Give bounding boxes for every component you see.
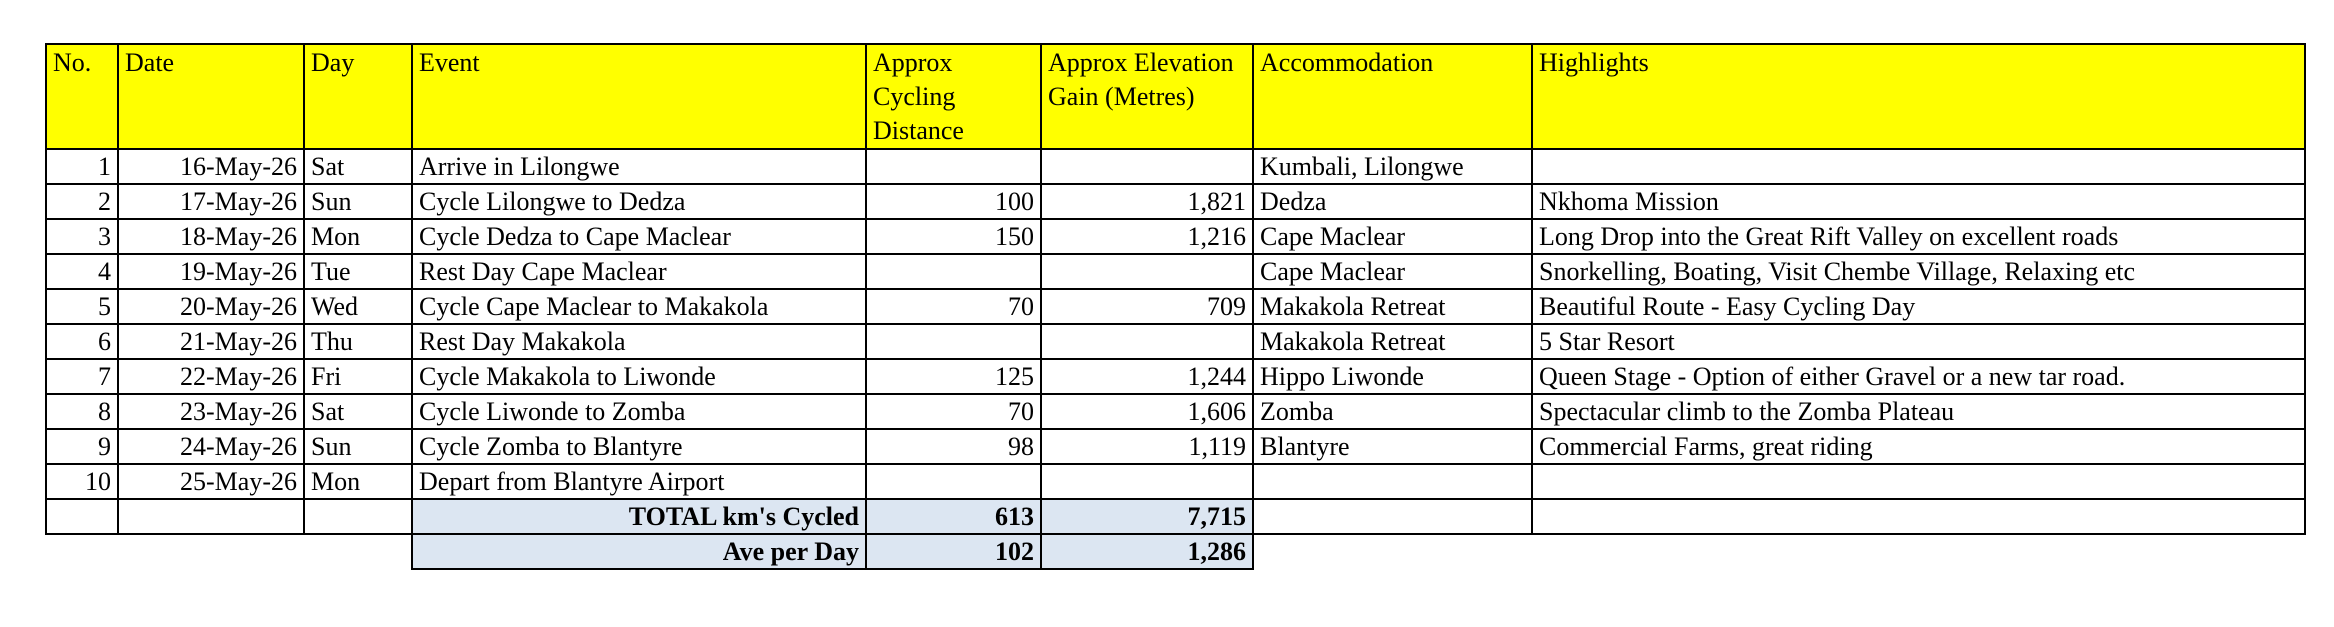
cell-event: Rest Day Cape Maclear — [412, 254, 866, 289]
cell-highlights: Nkhoma Mission — [1532, 184, 2305, 219]
table-row — [46, 149, 2305, 184]
cell-distance: 70 — [866, 394, 1041, 429]
cell-date: 23-May-26 — [118, 394, 304, 429]
cell-highlights — [1532, 464, 2305, 499]
table-row — [46, 429, 2305, 464]
header-accommodation: Accommodation — [1253, 44, 1532, 149]
cell-distance — [866, 464, 1041, 499]
cell-date: 22-May-26 — [118, 359, 304, 394]
cell-date: 18-May-26 — [118, 219, 304, 254]
cell-elevation — [1041, 324, 1253, 359]
total-elevation: 7,715 — [1041, 499, 1253, 534]
header-day: Day — [304, 44, 412, 149]
cell-day: Sun — [304, 184, 412, 219]
cell-distance: 125 — [866, 359, 1041, 394]
total-row — [46, 499, 2305, 534]
cell-event: Rest Day Makakola — [412, 324, 866, 359]
cell-no: 3 — [46, 219, 118, 254]
total-distance: 613 — [866, 499, 1041, 534]
average-distance: 102 — [866, 534, 1041, 569]
cell-day: Sat — [304, 394, 412, 429]
cell-event: Depart from Blantyre Airport — [412, 464, 866, 499]
cell-no: 8 — [46, 394, 118, 429]
table-row — [46, 394, 2305, 429]
blank-cell — [1253, 534, 2305, 569]
cell-accommodation: Makakola Retreat — [1253, 289, 1532, 324]
cell-distance — [866, 149, 1041, 184]
empty-cell — [46, 499, 118, 534]
cell-elevation — [1041, 464, 1253, 499]
cell-date: 16-May-26 — [118, 149, 304, 184]
cell-elevation: 1,606 — [1041, 394, 1253, 429]
table-row — [46, 324, 2305, 359]
cell-accommodation: Zomba — [1253, 394, 1532, 429]
empty-cell — [1253, 499, 1532, 534]
cell-no: 2 — [46, 184, 118, 219]
header-elevation: Approx Elevation Gain (Metres) — [1041, 44, 1253, 149]
cell-date: 17-May-26 — [118, 184, 304, 219]
cell-day: Wed — [304, 289, 412, 324]
cell-distance: 100 — [866, 184, 1041, 219]
cell-event: Cycle Liwonde to Zomba — [412, 394, 866, 429]
cell-no: 10 — [46, 464, 118, 499]
average-elevation: 1,286 — [1041, 534, 1253, 569]
cell-event: Cycle Makakola to Liwonde — [412, 359, 866, 394]
cell-no: 7 — [46, 359, 118, 394]
header-highlights: Highlights — [1532, 44, 2305, 149]
cell-accommodation — [1253, 464, 1532, 499]
cell-highlights: Beautiful Route - Easy Cycling Day — [1532, 289, 2305, 324]
cell-elevation: 1,244 — [1041, 359, 1253, 394]
cell-distance — [866, 324, 1041, 359]
table-row — [46, 254, 2305, 289]
cell-no: 4 — [46, 254, 118, 289]
blank-cell — [46, 534, 412, 569]
cell-accommodation: Dedza — [1253, 184, 1532, 219]
cell-highlights — [1532, 149, 2305, 184]
table-row — [46, 289, 2305, 324]
cell-highlights: Queen Stage - Option of either Gravel or a new tar road. — [1532, 359, 2305, 394]
cell-event: Cycle Zomba to Blantyre — [412, 429, 866, 464]
cell-day: Thu — [304, 324, 412, 359]
header-date: Date — [118, 44, 304, 149]
cell-distance — [866, 254, 1041, 289]
cell-elevation: 1,119 — [1041, 429, 1253, 464]
cell-accommodation: Hippo Liwonde — [1253, 359, 1532, 394]
cell-no: 9 — [46, 429, 118, 464]
cell-date: 19-May-26 — [118, 254, 304, 289]
cell-highlights: Spectacular climb to the Zomba Plateau — [1532, 394, 2305, 429]
cell-no: 1 — [46, 149, 118, 184]
itinerary-table — [45, 43, 2306, 570]
empty-cell — [1532, 499, 2305, 534]
cell-accommodation: Kumbali, Lilongwe — [1253, 149, 1532, 184]
empty-cell — [118, 499, 304, 534]
header-event: Event — [412, 44, 866, 149]
cell-no: 5 — [46, 289, 118, 324]
cell-distance: 98 — [866, 429, 1041, 464]
header-no: No. — [46, 44, 118, 149]
cell-date: 25-May-26 — [118, 464, 304, 499]
cell-highlights: Long Drop into the Great Rift Valley on excellent roads — [1532, 219, 2305, 254]
header-row — [46, 44, 2305, 149]
cell-accommodation: Cape Maclear — [1253, 219, 1532, 254]
cell-event: Arrive in Lilongwe — [412, 149, 866, 184]
total-label: TOTAL km's Cycled — [412, 499, 866, 534]
cell-distance: 70 — [866, 289, 1041, 324]
cell-highlights: Snorkelling, Boating, Visit Chembe Village, Relaxing etc — [1532, 254, 2305, 289]
cell-accommodation: Blantyre — [1253, 429, 1532, 464]
cell-distance: 150 — [866, 219, 1041, 254]
header-distance: Approx Cycling Distance — [866, 44, 1041, 149]
cell-day: Tue — [304, 254, 412, 289]
cell-accommodation: Cape Maclear — [1253, 254, 1532, 289]
cell-date: 20-May-26 — [118, 289, 304, 324]
table-row — [46, 464, 2305, 499]
cell-highlights: Commercial Farms, great riding — [1532, 429, 2305, 464]
cell-day: Fri — [304, 359, 412, 394]
cell-accommodation: Makakola Retreat — [1253, 324, 1532, 359]
cell-day: Sat — [304, 149, 412, 184]
cell-day: Sun — [304, 429, 412, 464]
cell-elevation: 1,216 — [1041, 219, 1253, 254]
cell-elevation: 709 — [1041, 289, 1253, 324]
cell-elevation — [1041, 254, 1253, 289]
cell-day: Mon — [304, 464, 412, 499]
cell-elevation: 1,821 — [1041, 184, 1253, 219]
table-row — [46, 184, 2305, 219]
cell-event: Cycle Dedza to Cape Maclear — [412, 219, 866, 254]
cell-event: Cycle Cape Maclear to Makakola — [412, 289, 866, 324]
average-row — [46, 534, 2305, 569]
table-row — [46, 359, 2305, 394]
table-row — [46, 219, 2305, 254]
empty-cell — [304, 499, 412, 534]
cell-elevation — [1041, 149, 1253, 184]
average-label: Ave per Day — [412, 534, 866, 569]
cell-highlights: 5 Star Resort — [1532, 324, 2305, 359]
cell-day: Mon — [304, 219, 412, 254]
cell-no: 6 — [46, 324, 118, 359]
cell-date: 21-May-26 — [118, 324, 304, 359]
cell-event: Cycle Lilongwe to Dedza — [412, 184, 866, 219]
cell-date: 24-May-26 — [118, 429, 304, 464]
